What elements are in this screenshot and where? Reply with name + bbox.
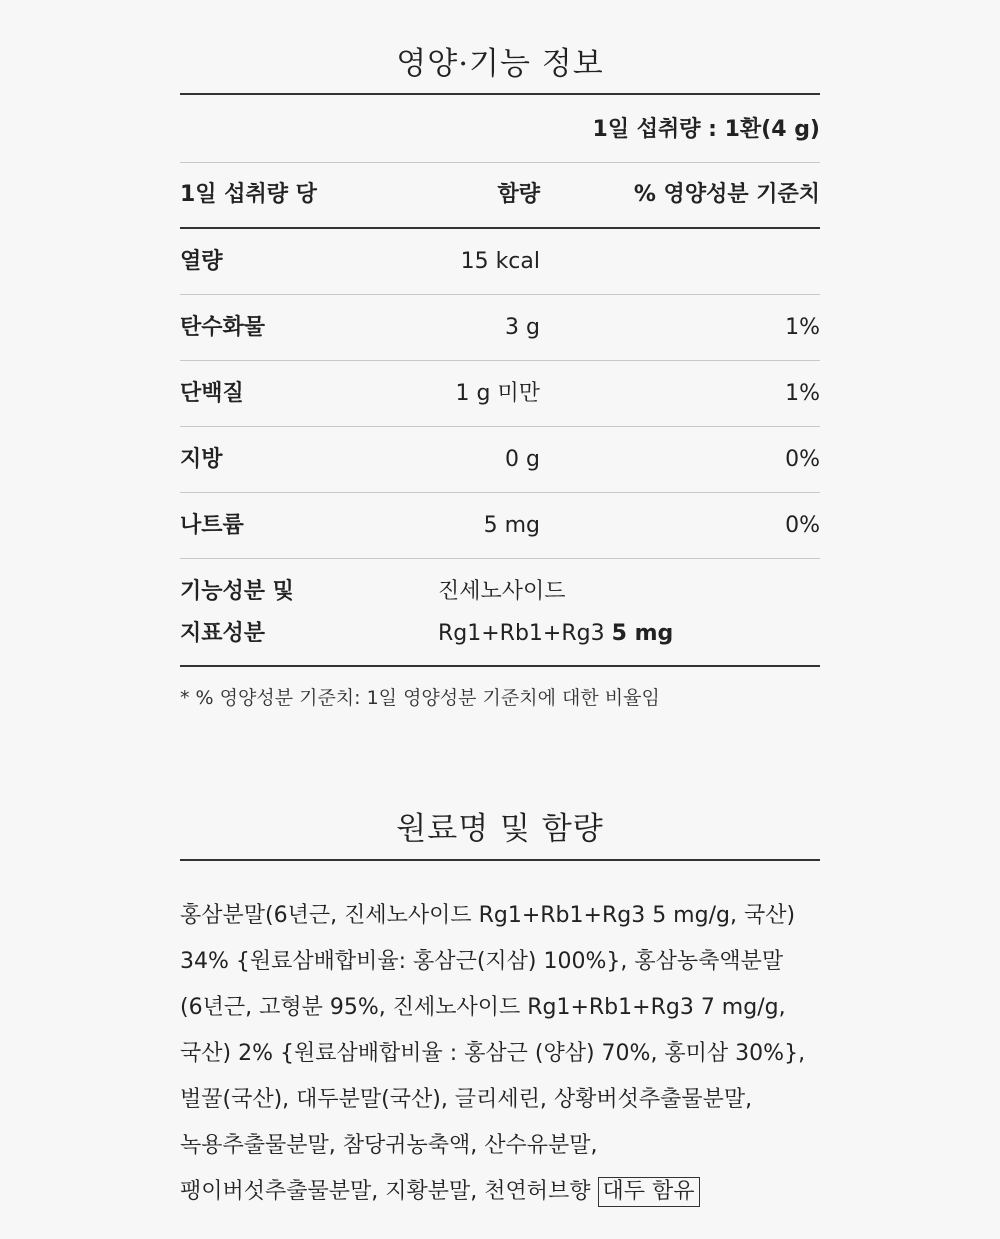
ingredients-line: (6년근, 고형분 95%, 진세노사이드 Rg1+Rb1+Rg3 7 mg/g, <box>180 995 786 1020</box>
serving-size: 1일 섭취량 : 1환(4 g) <box>592 117 820 142</box>
header-per-serving: 1일 섭취량 당 <box>180 182 317 207</box>
nutrient-daily-value: 1% <box>785 315 820 340</box>
header-daily-value: % 영양성분 기준치 <box>633 182 820 207</box>
nutrient-name: 탄수화물 <box>180 315 266 340</box>
functional-value-line2 <box>438 619 673 649</box>
ingredients-title: 원료명 및 함량 <box>396 811 604 847</box>
nutrient-name: 열량 <box>180 249 223 274</box>
functional-amount: 5 mg <box>611 621 674 646</box>
nutrient-name: 나트륨 <box>180 513 244 538</box>
nutrient-daily-value: 1% <box>785 381 820 406</box>
divider <box>180 426 820 427</box>
header-amount: 함량 <box>497 182 540 207</box>
allergen-badge: 대두 함유 <box>598 1177 700 1207</box>
nutrient-amount: 0 g <box>505 447 540 472</box>
nutrient-name: 단백질 <box>180 381 244 406</box>
nutrition-top-rule <box>180 93 820 95</box>
nutrient-amount: 3 g <box>505 315 540 340</box>
divider <box>180 558 820 559</box>
functional-label-line1: 기능성분 및 <box>180 579 294 604</box>
functional-value-line1: 진세노사이드 <box>438 579 566 604</box>
nutrient-amount: 15 kcal <box>460 249 540 274</box>
nutrient-daily-value: 0% <box>785 447 820 472</box>
ingredients-line: 국산) 2% {원료삼배합비율 : 홍삼근 (양삼) 70%, 홍미삼 30%}, <box>180 1041 806 1066</box>
header-rule <box>180 227 820 229</box>
nutrient-name: 지방 <box>180 447 223 472</box>
ingredients-line-text: 팽이버섯추출물분말, 지황분말, 천연허브향 <box>180 1179 591 1204</box>
ingredients-line <box>180 1169 840 1215</box>
ingredients-line: 34% {원료삼배합비율: 홍삼근(지삼) 100%}, 홍삼농축액분말 <box>180 949 784 974</box>
divider <box>180 360 820 361</box>
ingredients-line: 벌꿀(국산), 대두분말(국산), 글리세린, 상황버섯추출물분말, <box>180 1087 753 1112</box>
ingredients-list <box>180 893 840 1215</box>
divider <box>180 294 820 295</box>
nutrition-bottom-rule <box>180 665 820 667</box>
nutrition-title: 영양·기능 정보 <box>396 46 604 82</box>
ingredients-top-rule <box>180 859 820 861</box>
nutrient-daily-value: 0% <box>785 513 820 538</box>
nutrient-amount: 1 g 미만 <box>455 381 540 406</box>
divider <box>180 492 820 493</box>
nutrient-amount: 5 mg <box>483 513 540 538</box>
functional-label-line2: 지표성분 <box>180 621 266 646</box>
ingredients-line: 홍삼분말(6년근, 진세노사이드 Rg1+Rb1+Rg3 5 mg/g, 국산) <box>180 903 796 928</box>
ingredients-line: 녹용추출물분말, 참당귀농축액, 산수유분말, <box>180 1133 598 1158</box>
footnote: * % 영양성분 기준치: 1일 영양성분 기준치에 대한 비율임 <box>180 687 660 709</box>
divider <box>180 162 820 163</box>
functional-formula: Rg1+Rb1+Rg3 <box>438 621 605 646</box>
